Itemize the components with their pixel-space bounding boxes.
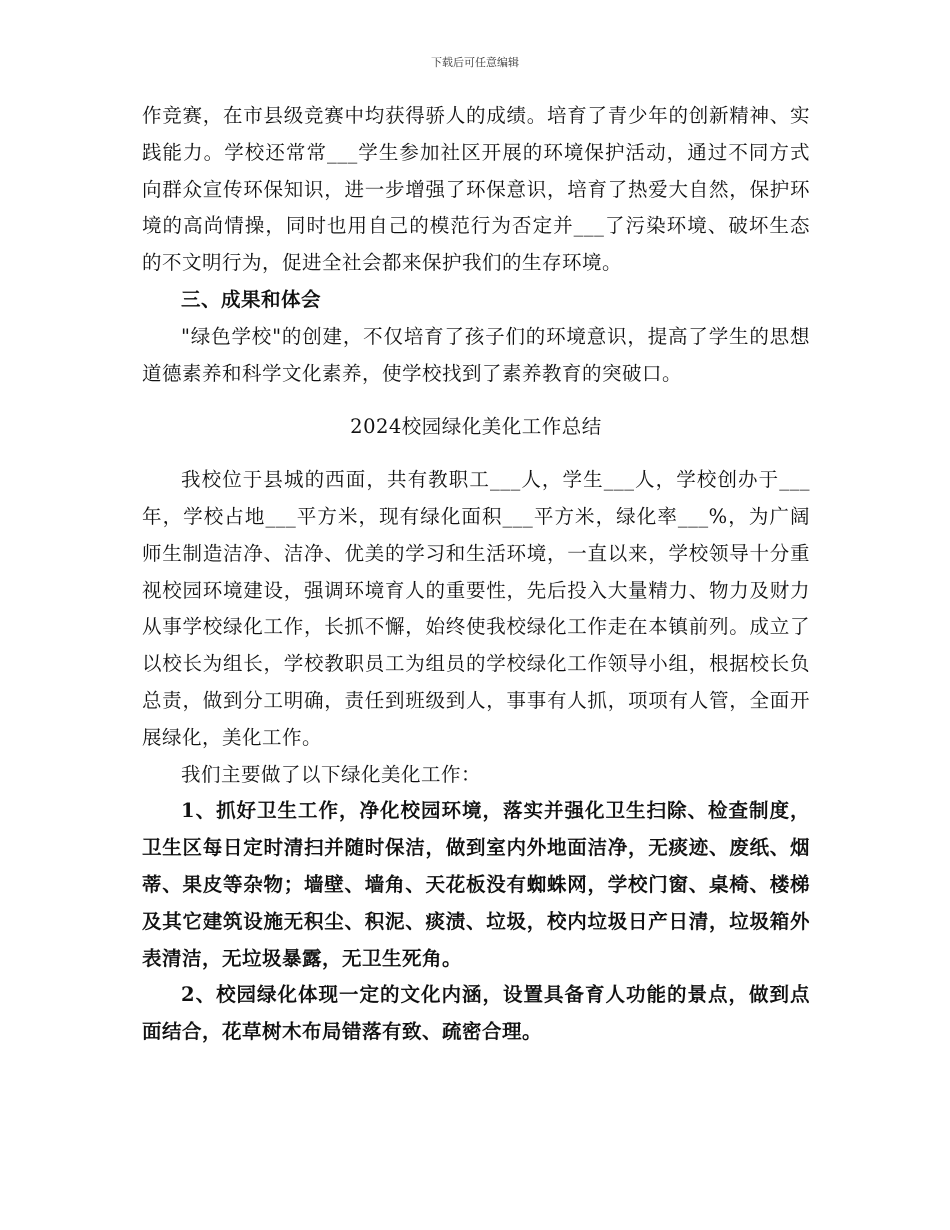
paragraph-green-school: "绿色学校"的创建，不仅培育了孩子们的环境意识，提高了学生的思想道德素养和科学文化素养，使学校找到了素养教育的突破口。: [142, 324, 810, 385]
document-body: [142, 98, 810, 1051]
paragraph-environment-activities: 作竞赛，在市县级竞赛中均获得骄人的成绩。培育了青少年的创新精神、实践能力。学校还常常___学生参加社区开展的环境保护活动，通过不同方式向群众宣传环保知识，进一步增强了环保意识，培育了热爱大自然，保护环境的高尚情操，同时也用自己的模范行为否定并___了污染环境、破坏生态的不文明行为，促进全社会都来保护我们的生存环境。: [142, 104, 810, 275]
document-title: 2024校园绿化美化工作总结: [350, 415, 602, 439]
section-heading-results: 三、成果和体会: [181, 287, 322, 311]
paragraph-school-intro: 我校位于县城的西面，共有教职工___人，学生___人，学校创办于___年，学校占地___平方米，现有绿化面积___平方米，绿化率___%，为广阔师生制造洁净、洁净、优美的学习和生活环境，一直以来，学校领导十分重视校园环境建设，强调环境育人的重要性，先后投入大量精力、物力及财力从事学校绿化工作，长抓不懈，始终使我校绿化工作走在本镇前列。成立了以校长为组长，学校教职员工为组员的学校绿化工作领导小组，根据校长负总责，做到分工明确，责任到班级到人，事事有人抓，项项有人管，全面开展绿化，美化工作。: [142, 468, 810, 749]
paragraph-lead-in: 我们主要做了以下绿化美化工作：: [181, 762, 482, 786]
list-item-greening-culture: 2、校园绿化体现一定的文化内涵，设置具备育人功能的景点，做到点面结合，花草树木布局错落有致、疏密合理。: [142, 983, 810, 1044]
header-note: 下载后可任意编辑: [431, 56, 519, 69]
list-item-hygiene: 1、抓好卫生工作，净化校园环境，落实并强化卫生扫除、检查制度，卫生区每日定时清扫并随时保洁，做到室内外地面洁净，无痰迹、废纸、烟蒂、果皮等杂物；墙壁、墙角、天花板没有蜘蛛网，学校门窗、桌椅、楼梯及其它建筑设施无积尘、积泥、痰渍、垃圾，校内垃圾日产日清，垃圾箱外表清洁，无垃圾暴露，无卫生死角。: [142, 799, 810, 970]
